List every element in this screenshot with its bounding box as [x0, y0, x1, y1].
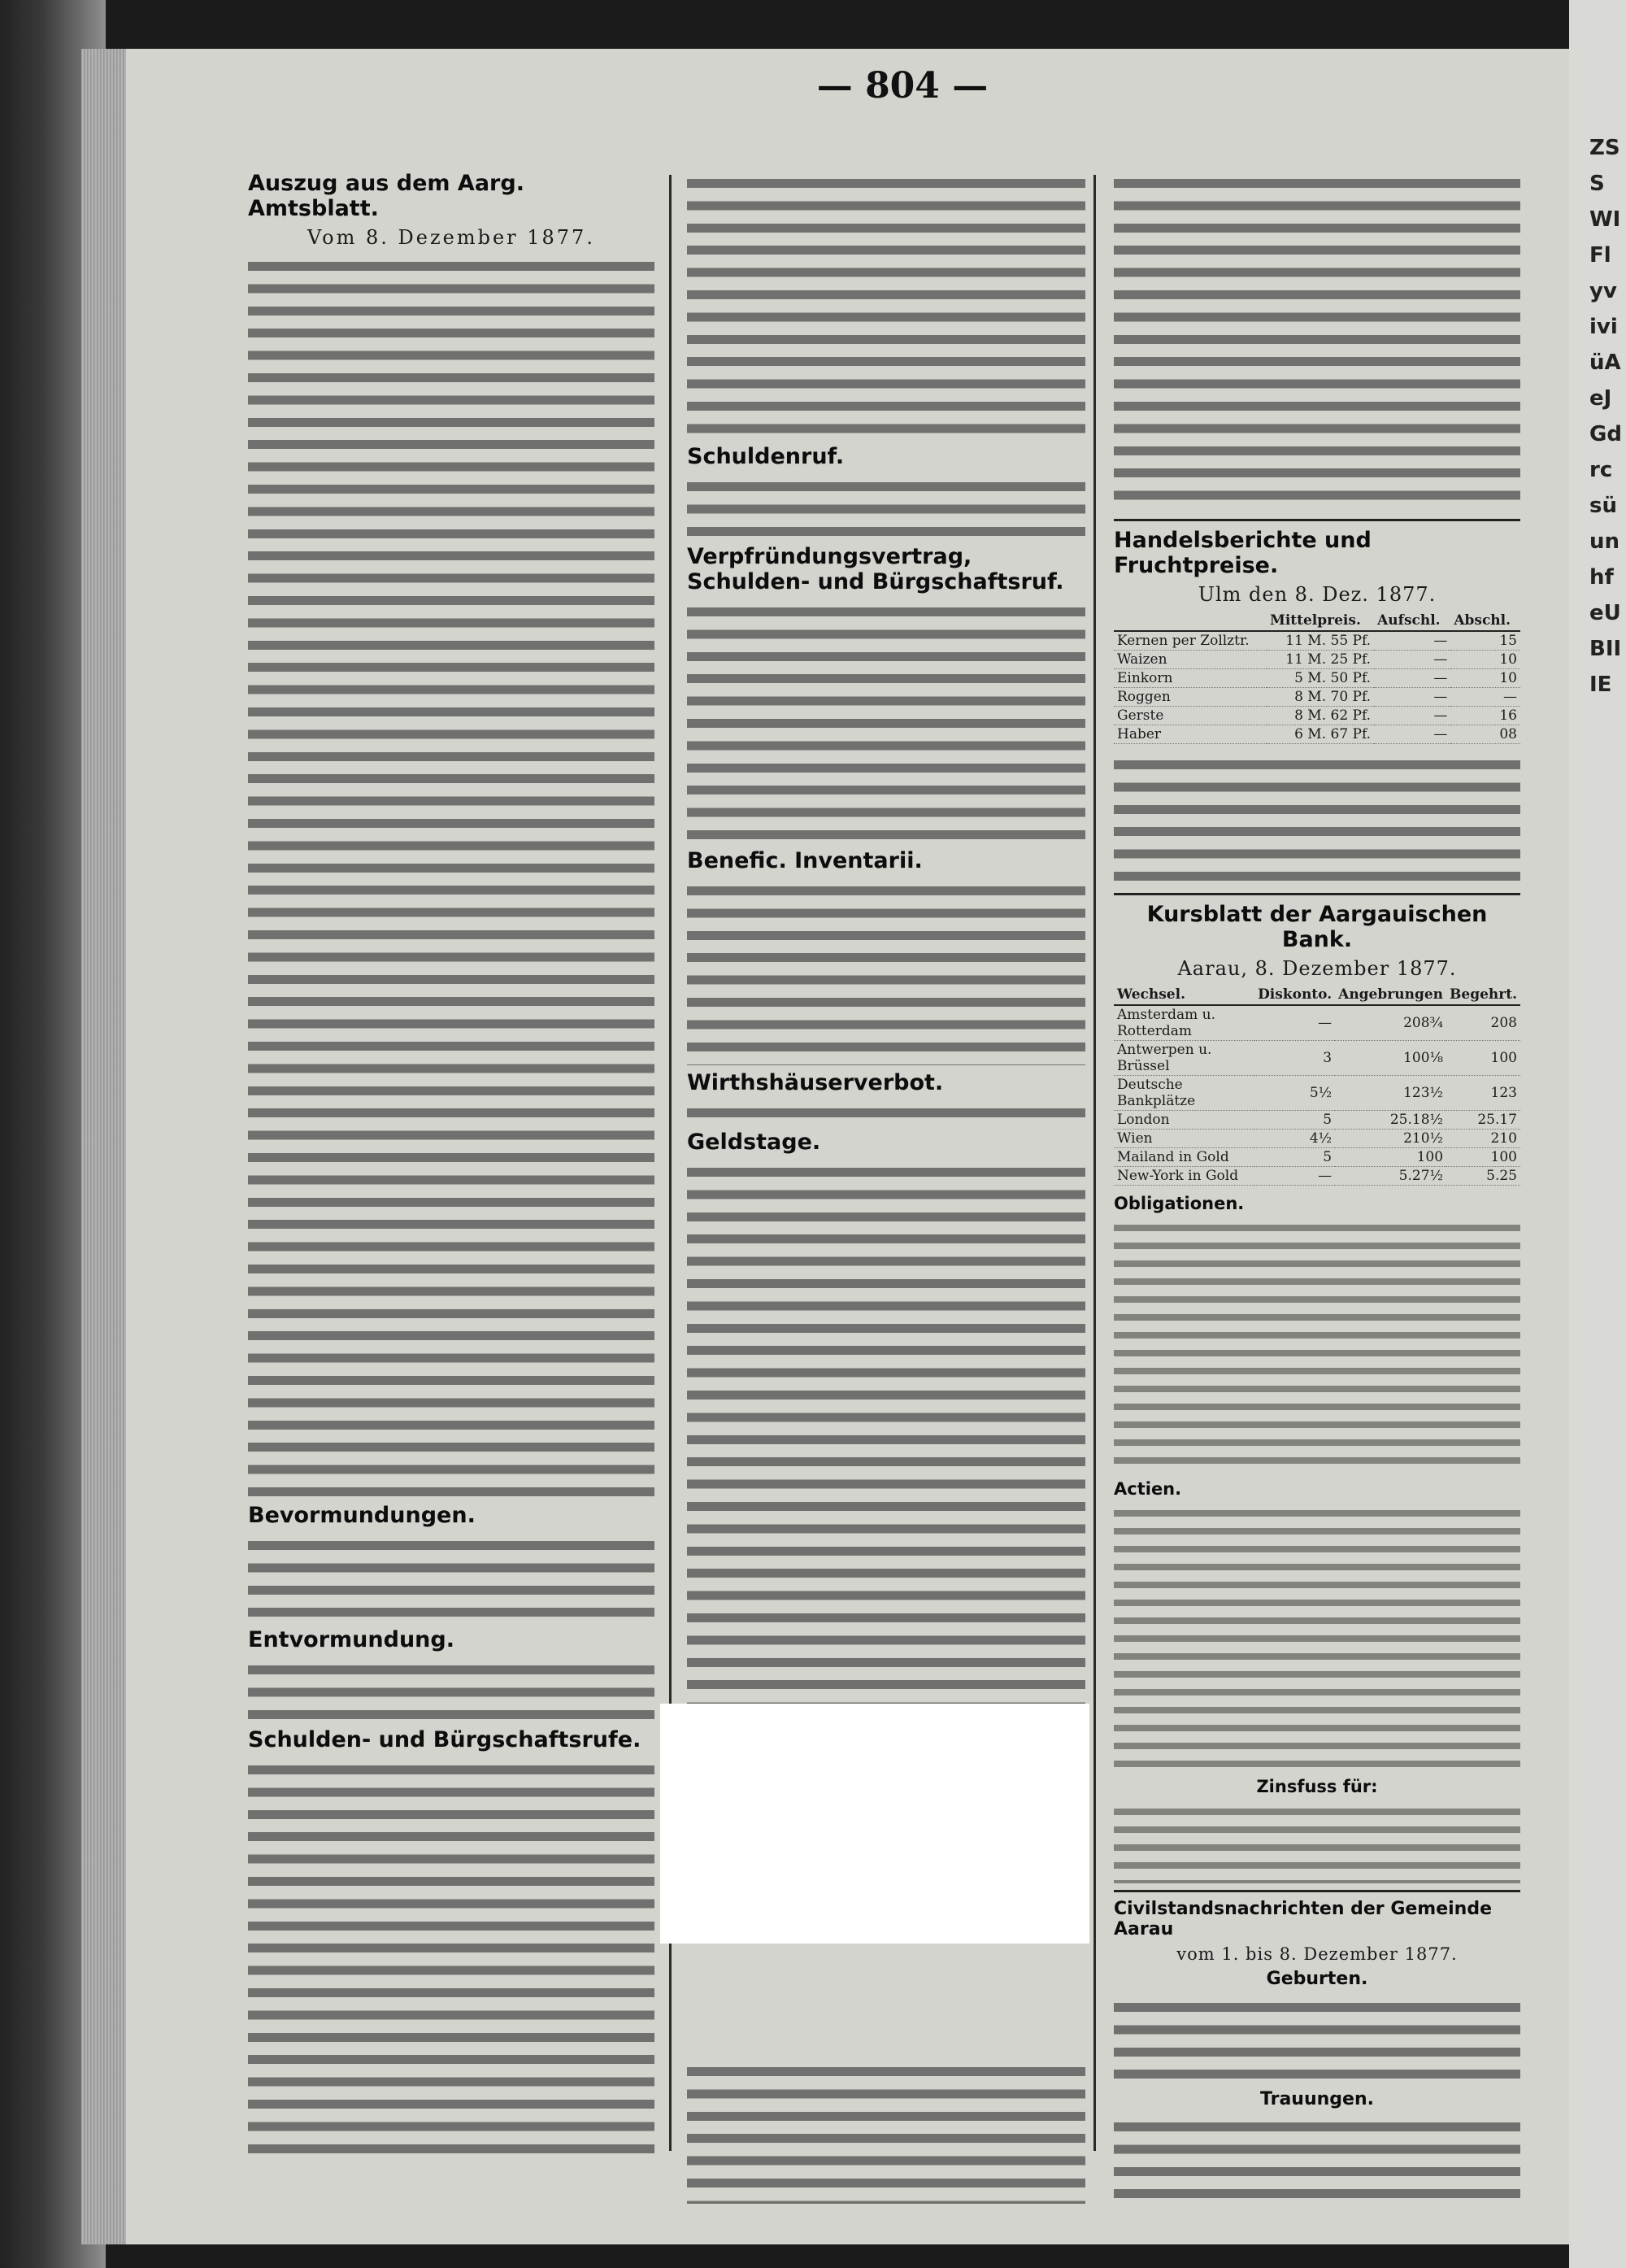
page-number: — 804 —: [816, 65, 989, 107]
section-heading: Trauungen.: [1260, 2088, 1374, 2109]
table-cell: 210: [1446, 1130, 1520, 1148]
table-cell: —: [1374, 707, 1450, 725]
notice-text: [248, 1533, 654, 1622]
table-header-cell: Aufschl.: [1374, 611, 1450, 631]
section-heading: Schuldenruf.: [687, 444, 845, 469]
table-cell: —: [1374, 651, 1450, 669]
table-cell: 10: [1450, 651, 1520, 669]
table-cell: 16: [1450, 707, 1520, 725]
divider: [1114, 519, 1520, 521]
column-3: [1114, 171, 1520, 2204]
table-header-cell: Wechsel.: [1114, 985, 1254, 1005]
section-heading: Zinsfuss für:: [1256, 1777, 1378, 1797]
notice-text: [248, 1757, 654, 2164]
table-row: [1114, 1148, 1520, 1167]
interest-listing: [1114, 1802, 1520, 1883]
table-cell: 08: [1450, 725, 1520, 744]
table-cell: 8 M. 70 Pf.: [1267, 688, 1374, 707]
table-row: [1114, 725, 1520, 744]
table-row: [1114, 1130, 1520, 1148]
table-row: [1114, 688, 1520, 707]
market-date: Ulm den 8. Dez. 1877.: [1198, 583, 1437, 607]
table-cell: —: [1374, 725, 1450, 744]
section-heading: Obligationen.: [1114, 1194, 1245, 1214]
table-cell: 11 M. 55 Pf.: [1267, 631, 1374, 651]
exchange-rate-table: [1114, 985, 1520, 1186]
section-heading: Verpfründungsvertrag, Schulden- und Bürgschaftsruf.: [687, 544, 1064, 595]
table-cell: 25.18½: [1335, 1111, 1446, 1130]
bank-date: Aarau, 8. Dezember 1877.: [1177, 957, 1457, 981]
table-cell: Deutsche Bankplätze: [1114, 1076, 1254, 1111]
table-cell: 11 M. 25 Pf.: [1267, 651, 1374, 669]
section-heading: Kursblatt der Aargauischen Bank.: [1146, 902, 1488, 953]
table-cell: 5.25: [1446, 1167, 1520, 1186]
notice-text: [687, 599, 1085, 843]
table-cell: 5 M. 50 Pf.: [1267, 669, 1374, 688]
share-listing: [1114, 1504, 1520, 1772]
table-cell: 25.17: [1446, 1111, 1520, 1130]
table-cell: 100: [1335, 1148, 1446, 1167]
section-heading: Benefic. Inventarii.: [687, 848, 923, 874]
table-header-cell: [1114, 611, 1267, 631]
table-cell: Kernen per Zollztr.: [1114, 631, 1267, 651]
table-cell: London: [1114, 1111, 1254, 1130]
table-cell: Roggen: [1114, 688, 1267, 707]
section-heading: Wirthshäuserverbot.: [687, 1070, 944, 1096]
notice-text: [687, 474, 1085, 539]
table-cell: 100: [1446, 1041, 1520, 1076]
table-cell: 123½: [1335, 1076, 1446, 1111]
table-cell: —: [1374, 688, 1450, 707]
section-heading: Bevormundungen.: [248, 1503, 476, 1529]
divider: [1114, 1890, 1520, 1892]
table-header-cell: Diskonto.: [1254, 985, 1335, 1005]
table-cell: 210½: [1335, 1130, 1446, 1148]
table-cell: 208: [1446, 1005, 1520, 1041]
notice-text: [248, 1657, 654, 1722]
table-cell: —: [1450, 688, 1520, 707]
table-cell: Wien: [1114, 1130, 1254, 1148]
table-cell: Antwerpen u. Brüssel: [1114, 1041, 1254, 1076]
table-row: [1114, 707, 1520, 725]
notice-text: [1114, 2114, 1520, 2204]
table-cell: 3: [1254, 1041, 1335, 1076]
column-rule: [1093, 175, 1096, 2151]
section-heading: Entvormundung.: [248, 1627, 454, 1653]
page-stack: [81, 49, 130, 2244]
table-cell: 4½: [1254, 1130, 1335, 1148]
table-cell: New-York in Gold: [1114, 1167, 1254, 1186]
table-cell: 15: [1450, 631, 1520, 651]
divider: [1114, 893, 1520, 895]
table-row: [1114, 669, 1520, 688]
table-cell: 5: [1254, 1111, 1335, 1130]
table-cell: —: [1374, 669, 1450, 688]
section-heading: Geldstage.: [687, 1130, 821, 1156]
table-header-cell: Angebrungen: [1335, 985, 1446, 1005]
table-cell: Amsterdam u. Rotterdam: [1114, 1005, 1254, 1041]
table-row: [1114, 631, 1520, 651]
table-cell: —: [1254, 1005, 1335, 1041]
table-row: [1114, 1005, 1520, 1041]
table-cell: —: [1254, 1167, 1335, 1186]
section-heading: Handelsberichte und Fruchtpreise.: [1114, 528, 1372, 579]
notice-text: [687, 2059, 1085, 2204]
table-cell: 10: [1450, 669, 1520, 688]
table-cell: 123: [1446, 1076, 1520, 1111]
table-cell: 5.27½: [1335, 1167, 1446, 1186]
redacted-blank-region: [660, 1704, 1089, 1944]
section-heading: Geburten.: [1266, 1969, 1368, 1990]
section-heading: Civilstandsnachrichten der Gemeinde Aarau: [1114, 1898, 1493, 1939]
section-heading: Actien.: [1114, 1479, 1182, 1500]
notice-text: [1114, 752, 1520, 886]
table-header-cell: Mittelpreis.: [1267, 611, 1374, 631]
table-header-cell: Abschl.: [1450, 611, 1520, 631]
notice-text: [687, 1100, 1085, 1125]
table-cell: 5½: [1254, 1076, 1335, 1111]
column-title: Auszug aus dem Aarg. Amtsblatt.: [248, 171, 524, 222]
table-cell: Haber: [1114, 725, 1267, 744]
column-1: [248, 171, 654, 2204]
table-row: [1114, 1041, 1520, 1076]
section-heading: Schulden- und Bürgschaftsrufe.: [248, 1727, 641, 1753]
fruit-price-table: [1114, 611, 1520, 744]
adjacent-page-edge-text: ZSSWIFlyviviüAeJGdrcsüunhfeUBIIIE: [1589, 136, 1622, 697]
table-cell: 100: [1446, 1148, 1520, 1167]
civil-date: vom 1. bis 8. Dezember 1877.: [1176, 1944, 1458, 1965]
table-cell: Einkorn: [1114, 669, 1267, 688]
table-row: [1114, 1076, 1520, 1111]
table-cell: Mailand in Gold: [1114, 1148, 1254, 1167]
notice-text: [687, 171, 1085, 439]
notice-text: [1114, 171, 1520, 512]
table-cell: 208¾: [1335, 1005, 1446, 1041]
notice-text: [248, 254, 654, 1498]
bond-listing: [1114, 1218, 1520, 1474]
table-row: [1114, 1111, 1520, 1130]
table-row: [1114, 1167, 1520, 1186]
table-cell: 8 M. 62 Pf.: [1267, 707, 1374, 725]
table-cell: Gerste: [1114, 707, 1267, 725]
table-cell: 100⅛: [1335, 1041, 1446, 1076]
issue-date: Vom 8. Dezember 1877.: [307, 226, 595, 250]
table-header-cell: Begehrt.: [1446, 985, 1520, 1005]
table-row: [1114, 651, 1520, 669]
table-cell: 5: [1254, 1148, 1335, 1167]
table-cell: 6 M. 67 Pf.: [1267, 725, 1374, 744]
notice-text: [1114, 1995, 1520, 2084]
table-cell: Waizen: [1114, 651, 1267, 669]
table-cell: —: [1374, 631, 1450, 651]
notice-text: [687, 878, 1085, 1065]
